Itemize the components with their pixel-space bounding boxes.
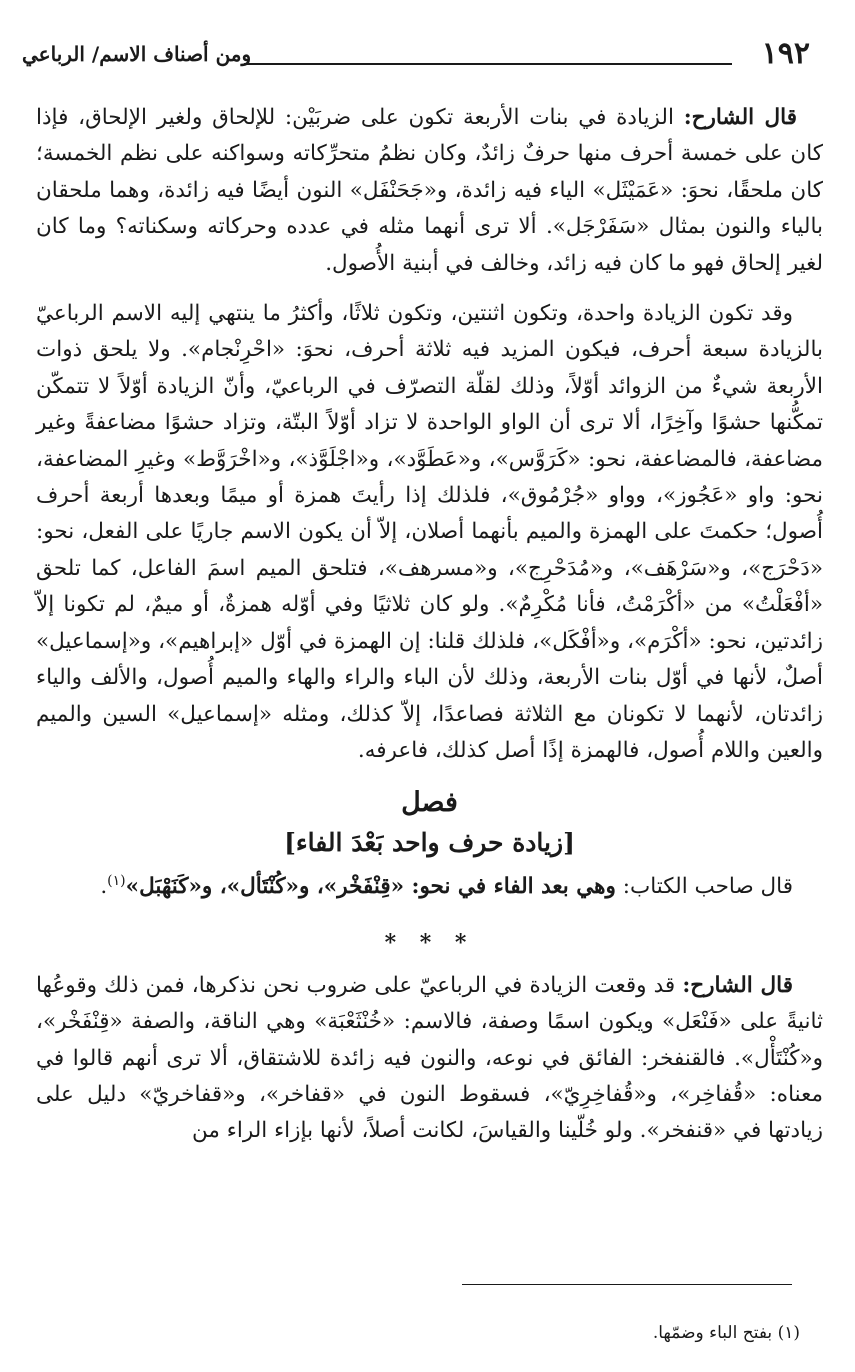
footnote-rule: [462, 1284, 792, 1285]
author-label: قال صاحب الكتاب:: [622, 874, 793, 900]
footnote-reference: (١): [107, 873, 126, 890]
paragraph-text: الزيادة في بنات الأربعة تكون على ضربَيْن: للإلحاق ولغير الإلحاق، فإذا كان على خمسة أحرف منها حرفٌ زائدٌ، وكان نظمُ متحرِّكاته وسواكنه على نظم الخمسة؛ كان ملحقًا، نحوَ: «عَمَيْثَل» الياء فيه زائدة، و«جَحَنْفَل» النون أيضًا فيه زائدة، وهما ملحقان بالياء والنون بمثال «سَفَرْجَل». ألا ترى أنهما مثله في عدده وحركاته وسكناته؟ وما كان لغير إلحاق فهو ما كان فيه زائد، وخالف في أبنية الأُصول.: [36, 105, 823, 276]
author-statement: [36, 869, 823, 905]
section-separator: * * *: [384, 929, 475, 956]
commentary-paragraph-2: [36, 296, 823, 769]
footnote: [653, 1320, 800, 1346]
commentary-paragraph-1: [36, 100, 823, 282]
header-rule: [244, 63, 732, 65]
commentary-paragraph-3: [36, 968, 823, 1150]
author-quote: وهي بعد الفاء في نحو: «قِنْفَخْر»، و«كُنْتَأل»، و«كَنَهْبَل»: [125, 874, 616, 900]
commentator-label: قال الشارح:: [683, 105, 797, 130]
running-title: ومن أصناف الاسم/ الرباعي: [22, 42, 252, 66]
commentator-label: قال الشارح:: [682, 972, 793, 998]
footnote-number: (١): [777, 1323, 800, 1343]
page-body: [36, 100, 823, 1164]
page-header: [22, 34, 810, 74]
page-number: ١٩٢: [761, 36, 810, 71]
section-subtitle: [زيادة حرف واحد بَعْدَ الفاء]: [284, 828, 575, 858]
footnote-text: بفتح الباء وضمّها.: [652, 1323, 773, 1343]
paragraph-text: وقد تكون الزيادة واحدة، وتكون اثنتين، وتكون ثلاثًا، وأكثرُ ما ينتهي إليه الاسم الرباعيّ بالزيادة سبعة أحرف، فيكون المزيد فيه ثلاثة أحرف، نحوَ: «احْرِنْجام». ولا يلحق ذوات الأربعة شيءٌ من الزوائد أوّلاً، وذلك لقلّة التصرّف في الرباعيّ، وأنّ الزيادة أوّلاً لا تتمكّن تمكُّنها حشوًا وآخِرًا، ألا ترى أن الواو الواحدة لا تزاد أوّلاً البتّة، وتزاد حشوًا مضاعفةً وغير مضاعفة، فالمضاعفة، نحو: «كَرَوَّس»، و«عَطَوَّد»، و«اجْلَوَّذ»، و«اخْرَوَّط» وغيرِ المضاعفة، نحو: واو «عَجُوز»، وواو «جُرْمُوق»، فلذلك إذا رأيتَ همزة أو ميمًا وبعدها أربعة أحرف أُصول؛ حكمتَ على الهمزة والميم بأنهما أصلان، إلاّ أن يكون الاسم جاريًا على الفعل، نحو: «دَحْرَج»، و«سَرْهَف»، و«مُدَحْرِج»، و«مسرهف»، فتلحق الميم اسمَ الفاعل، كما تلحق «أفْعَلْتُ» من «أكْرَمْتُ، فأنا مُكْرِمٌ». ولو كان ثلاثيًا وفي أوّله همزةٌ، أو ميمٌ، لم تكونا إلاّ زائدتين، نحو: «أكْرَم»، و«أفْكَل»، فلذلك قلنا: إن الهمزة في أوّل «إبراهيم»، و«إسماعيل» أصلٌ، لأنها في أوّل بنات الأربعة، وذلك لأن الباء والراء والهاء والميم أُصول، والألف والياء زائدتان، لأنهما لا تكونان مع الثلاثة فصاعدًا، إلاّ كذلك، ومثله «إسماعيل» السين والميم والعين واللام أُصول، فالهمزة إذًا أصل كذلك، فاعرفه.: [36, 301, 823, 763]
paragraph-text: قد وقعت الزيادة في الرباعيّ على ضروب نحن نذكرها، فمن ذلك وقوعُها ثانيةً على «فَنْعَل» ويكون اسمًا وصفة، فالاسم: «خُنْثَعْبَة» وهي الناقة، والصفة «قِنْفَخْر»، و«كُنْتَأْل». فالقنفخر: الفائق في نوعه، والنون فيه زائدة للاشتقاق، ألا ترى أنهم قالوا في معناه: «قُفاخِر»، و«قُفاخِرِيّ»، فسقوط النون في «قفاخر»، و«قفاخريّ» دليل على زيادتها في «قنفخر». ولو خُلّينا والقياسَ، لكانت أصلاً، لأنها بإزاء الراء من: [36, 972, 823, 1144]
author-end: .: [100, 874, 108, 900]
section-title: فصل: [401, 787, 458, 819]
